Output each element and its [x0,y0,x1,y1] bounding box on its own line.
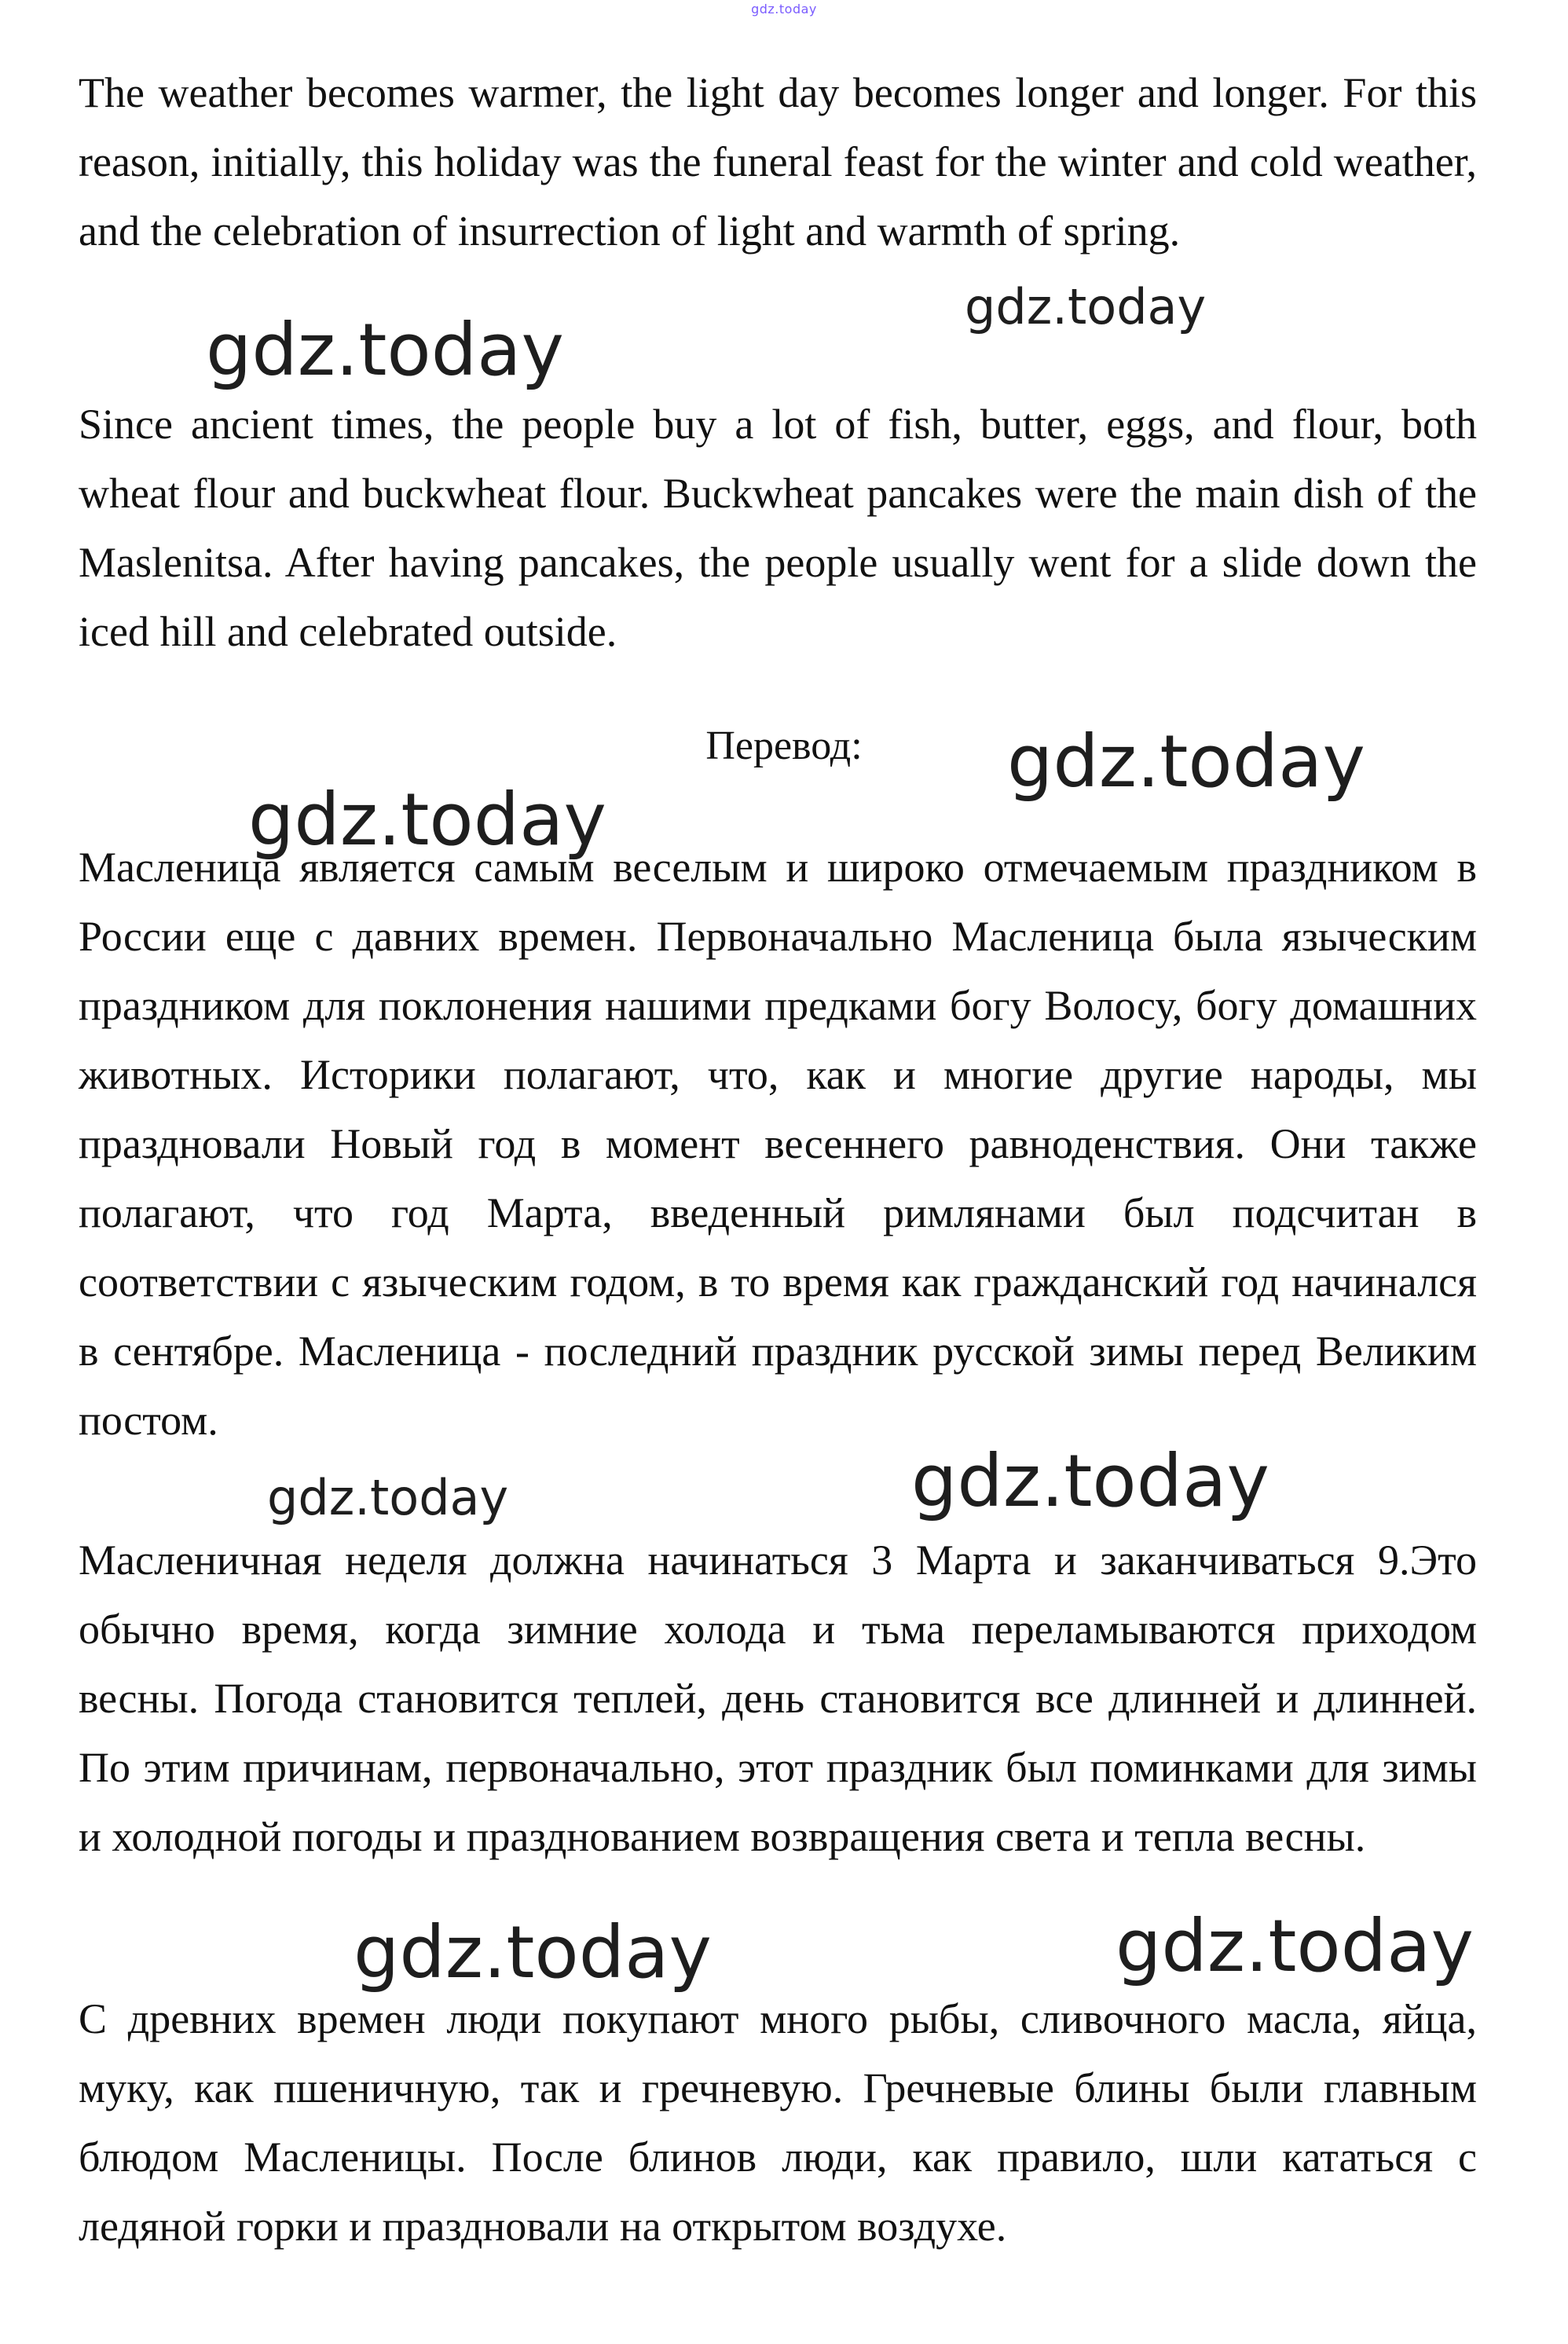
russian-paragraph-1: Масленица является самым веселым и широко отмечаемым праздником в России еще с давних времен. Первоначально Масленица была языческим праздником для поклонения нашими предками богу Волосу, богу домашних животных. Историки полагают, что, как и многие другие народы, мы праздновали Новый год в момент весеннего равноденствия. Они также полагают, что год Марта, введенный римлянами был подсчитан в соответствии с языческим годом, в то время как гражданский год начинался в сентябре. Масленица - последний праздник русской зимы перед Великим постом. [79,844,1477,1444]
russian-paragraph-3: С древних времен люди покупают много рыбы, сливочного масла, яйца, муку, как пшеничную, так и гречневую. Гречневые блины были главным блюдом Масленицы. После блинов люди, как правило, шли кататься с ледяной горки и праздновали на открытом воздухе. [79,1995,1477,2250]
watermark-7: gdz.today [354,1910,712,1994]
watermark-4: gdz.today [248,778,606,862]
watermark-8: gdz.today [1116,1904,1474,1988]
watermark-6: gdz.today [911,1439,1269,1523]
header-watermark: gdz.today [751,2,817,16]
english-paragraph-2: Since ancient times, the people buy a lot of fish, butter, eggs, and flour, both wheat flour and buckwheat flour. Buckwheat pancakes were the main dish of the Maslenitsa. After having pancakes, the people usually went for a slide down the iced hill and celebrated outside. [79,401,1477,655]
translation-heading: Перевод: [705,723,863,768]
russian-paragraph-2: Масленичная неделя должна начинаться 3 Марта и заканчиваться 9.Это обычно время, когда зимние холода и тьма переламываются приходом весны. Погода становится теплей, день становится все длинней и длинней. По этим причинам, первоначально, этот праздник был поминками для зимы и холодной погоды и празднованием возвращения света и тепла весны. [79,1536,1477,1860]
watermark-5: gdz.today [267,1469,509,1526]
watermark-3: gdz.today [1007,720,1365,804]
watermark-1: gdz.today [206,308,564,392]
english-paragraph-1: The weather becomes warmer, the light day becomes longer and longer. For this reason, initially, this holiday was the funeral feast for the winter and cold weather, and the celebration of insurrection of light and warmth of spring. [79,69,1477,255]
watermark-2: gdz.today [965,278,1207,335]
